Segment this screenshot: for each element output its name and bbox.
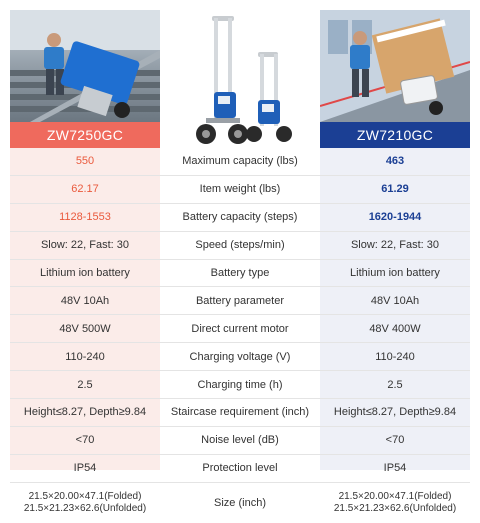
table-row (10, 483, 470, 523)
right-value: <70 (385, 434, 405, 447)
left-value: 48V 10Ah (60, 294, 110, 307)
right-size-folded: 21.5×20.00×47.1(Folded) (338, 490, 452, 502)
spec-table (10, 148, 470, 523)
table-row (10, 427, 470, 455)
left-product-photo (10, 10, 160, 122)
right-size-value (320, 483, 470, 523)
spec-label: Battery parameter (195, 294, 285, 307)
left-value: 550 (75, 155, 95, 168)
right-model-badge: ZW7210GC (320, 122, 470, 148)
table-row (10, 455, 470, 483)
table-row (10, 176, 470, 204)
spec-label: Maximum capacity (lbs) (182, 155, 298, 168)
stair-scene-left-illustration (10, 10, 160, 122)
table-row (10, 287, 470, 315)
spec-label: Charging voltage (V) (189, 350, 291, 363)
left-value: 2.5 (77, 378, 93, 391)
spec-label: Battery capacity (steps) (182, 211, 298, 224)
spec-label: Staircase requirement (inch) (170, 406, 310, 419)
right-value: 1620-1944 (368, 211, 422, 224)
table-row (10, 232, 470, 260)
spec-label: Item weight (lbs) (199, 183, 281, 196)
spec-label: Protection level (202, 462, 278, 475)
left-model-badge: ZW7250GC (10, 122, 160, 148)
right-value: 48V 10Ah (370, 294, 420, 307)
left-size-folded: 21.5×20.00×47.1(Folded) (28, 490, 142, 502)
left-value: 110-240 (65, 350, 105, 363)
right-product-photo (320, 10, 470, 122)
left-value: <70 (75, 434, 95, 447)
right-value: 463 (385, 155, 405, 168)
left-value: Height≤8.27, Depth≥9.84 (23, 406, 147, 419)
right-value: 48V 400W (369, 322, 421, 335)
product-comparison-photo (160, 10, 320, 150)
spec-label: Speed (steps/min) (195, 239, 285, 252)
spec-label: Noise level (dB) (201, 434, 279, 447)
left-value: Slow: 22, Fast: 30 (40, 239, 130, 252)
left-size-unfolded: 21.5×21.23×62.6(Unfolded) (23, 502, 147, 514)
left-value: IP54 (73, 462, 97, 475)
left-value: 62.17 (71, 183, 99, 196)
table-row (10, 260, 470, 288)
left-value: Lithium ion battery (40, 267, 130, 279)
hand-trucks-illustration (160, 10, 320, 150)
right-value: Slow: 22, Fast: 30 (350, 239, 440, 252)
right-value: 2.5 (387, 378, 403, 391)
right-value: 61.29 (381, 183, 409, 196)
stair-scene-right-illustration (320, 10, 470, 122)
left-value: 1128-1553 (59, 211, 111, 224)
left-value: 48V 500W (59, 322, 111, 335)
table-row (10, 148, 470, 176)
table-row (10, 204, 470, 232)
table-row (10, 343, 470, 371)
spec-label: Charging time (h) (197, 378, 283, 391)
table-row (10, 371, 470, 399)
spec-label: Battery type (210, 267, 270, 279)
left-size-value (10, 483, 160, 523)
right-value: Height≤8.27, Depth≥9.84 (333, 406, 457, 419)
table-row (10, 315, 470, 343)
spec-label: Direct current motor (191, 322, 289, 335)
right-value: IP54 (383, 462, 407, 475)
spec-label: Size (inch) (214, 496, 266, 509)
table-row (10, 399, 470, 427)
right-value: 110-240 (375, 350, 415, 363)
right-size-unfolded: 21.5×21.23×62.6(Unfolded) (333, 502, 457, 514)
right-value: Lithium ion battery (350, 267, 440, 279)
